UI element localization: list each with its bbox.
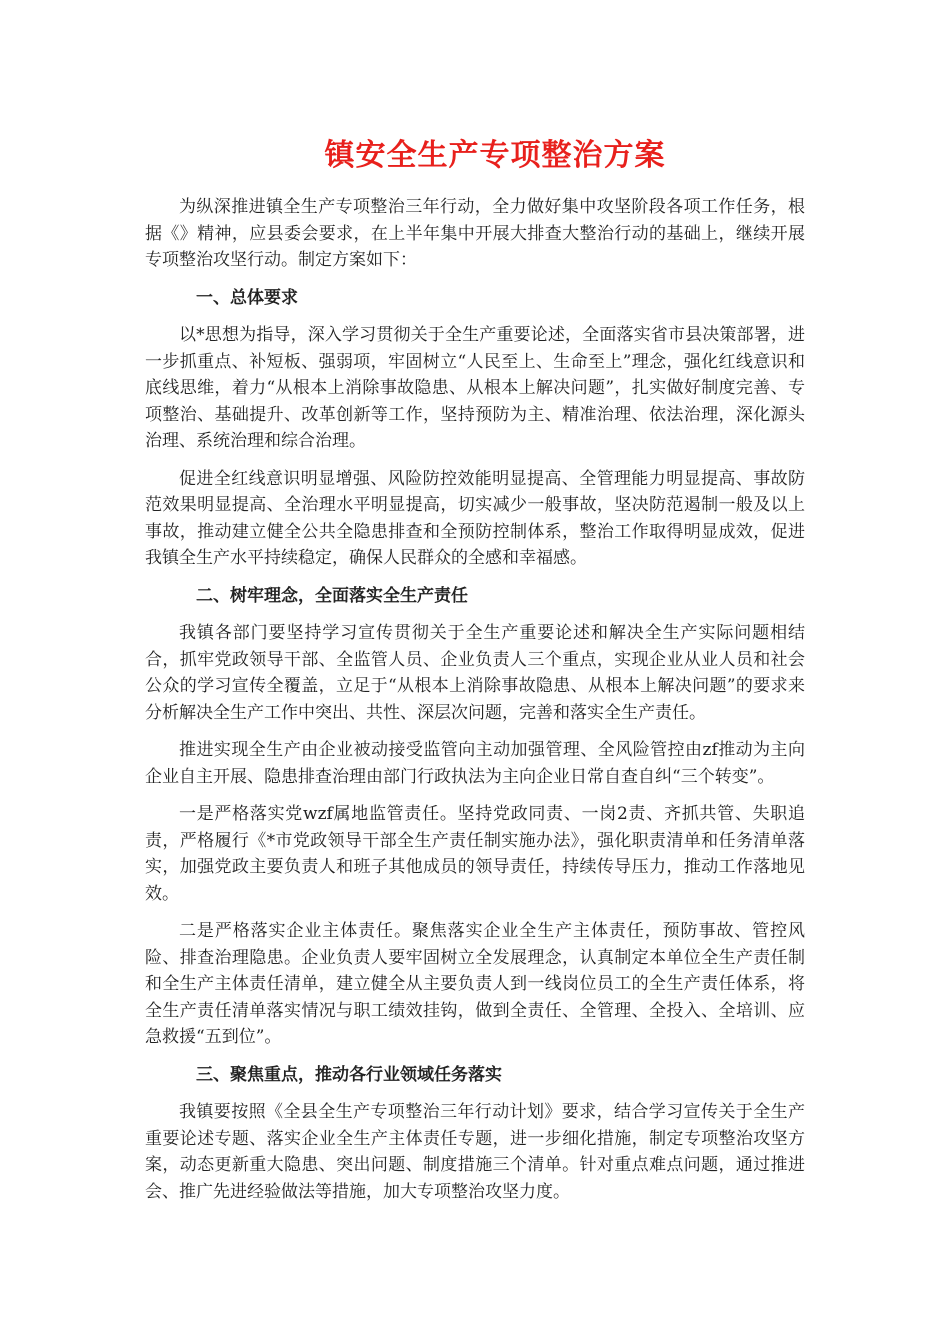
paragraph-party-responsibility: 一是严格落实党wzf属地监管责任。坚持党政同责、一岗2责、齐抓共管、失职追责，严格履行《*市党政领导干部全生产责任制实施办法》，强化职责清单和任务清单落实，加强党政主要负责人和班子其他成员的领导责任，持续传导压力，推动工作落地见效。 [145, 804, 805, 904]
paragraph-special-rectification: 我镇要按照《全县全生产专项整治三年行动计划》要求，结合学习宣传关于全生产重要论述专题、落实企业全生产主体责任专题，进一步细化措施，制定专项整治攻坚方案，动态更新重大隐患、突出问题、制度措施三个清单。针对重点难点问题，通过推进会、推广先进经验做法等措施，加大专项整治攻坚力度。 [145, 1102, 805, 1202]
paragraph-study-responsibility: 我镇各部门要坚持学习宣传贯彻关于全生产重要论述和解决全生产实际问题相结合，抓牢党政领导干部、全监管人员、企业负责人三个重点，实现企业从业人员和社会公众的学习宣传全覆盖，立足于“从根本上消除事故隐患、从根本上解决问题”的要求来分析解决全生产工作中突出、共性、深层次问题，完善和落实全生产责任。 [145, 623, 805, 723]
section-heading-3: 三、聚焦重点，推动各行业领域任务落实 [196, 1064, 502, 1085]
document-page [145, 132, 805, 1216]
intro-paragraph: 为纵深推进镇全生产专项整治三年行动，全力做好集中攻坚阶段各项工作任务，根据《》精神，应县委会要求，在上半年集中开展大排查大整治行动的基础上，继续开展专项整治攻坚行动。制定方案如下： [145, 197, 805, 270]
paragraph-goals: 促进全红线意识明显增强、风险防控效能明显提高、全管理能力明显提高、事故防范效果明显提高、全治理水平明显提高，切实减少一般事故，坚决防范遏制一般及以上事故，推动建立健全公共全隐患排查和全预防控制体系，整治工作取得明显成效，促进我镇全生产水平持续稳定，确保人民群众的全感和幸福感。 [145, 468, 805, 568]
section-heading-1: 一、总体要求 [196, 287, 298, 308]
paragraph-enterprise-responsibility: 二是严格落实企业主体责任。聚焦落实企业全生产主体责任，预防事故、管控风险、排查治理隐患。企业负责人要牢固树立全发展理念，认真制定本单位全生产责任制和全生产主体责任清单，建立健全从主要负责人到一线岗位员工的全生产责任体系，将全生产责任清单落实情况与职工绩效挂钩，做到全责任、全管理、全投入、全培训、应急救援“五到位”。 [145, 921, 805, 1047]
paragraph-guiding-thought: 以*思想为指导，深入学习贯彻关于全生产重要论述，全面落实省市县决策部署，进一步抓重点、补短板、强弱项，牢固树立“人民至上、生命至上”理念，强化红线意识和底线思维，着力“从根本上消除事故隐患、从根本上解决问题”，扎实做好制度完善、专项整治、基础提升、改革创新等工作，坚持预防为主、精准治理、依法治理，深化源头治理、系统治理和综合治理。 [145, 325, 805, 451]
section-heading-2: 二、树牢理念，全面落实全生产责任 [196, 585, 468, 606]
document-title: 镇安全生产专项整治方案 [324, 138, 666, 173]
paragraph-three-transformations: 推进实现全生产由企业被动接受监管向主动加强管理、全风险管控由zf推动为主向企业自主开展、隐患排查治理由部门行政执法为主向企业日常自查自纠“三个转变”。 [145, 740, 805, 787]
